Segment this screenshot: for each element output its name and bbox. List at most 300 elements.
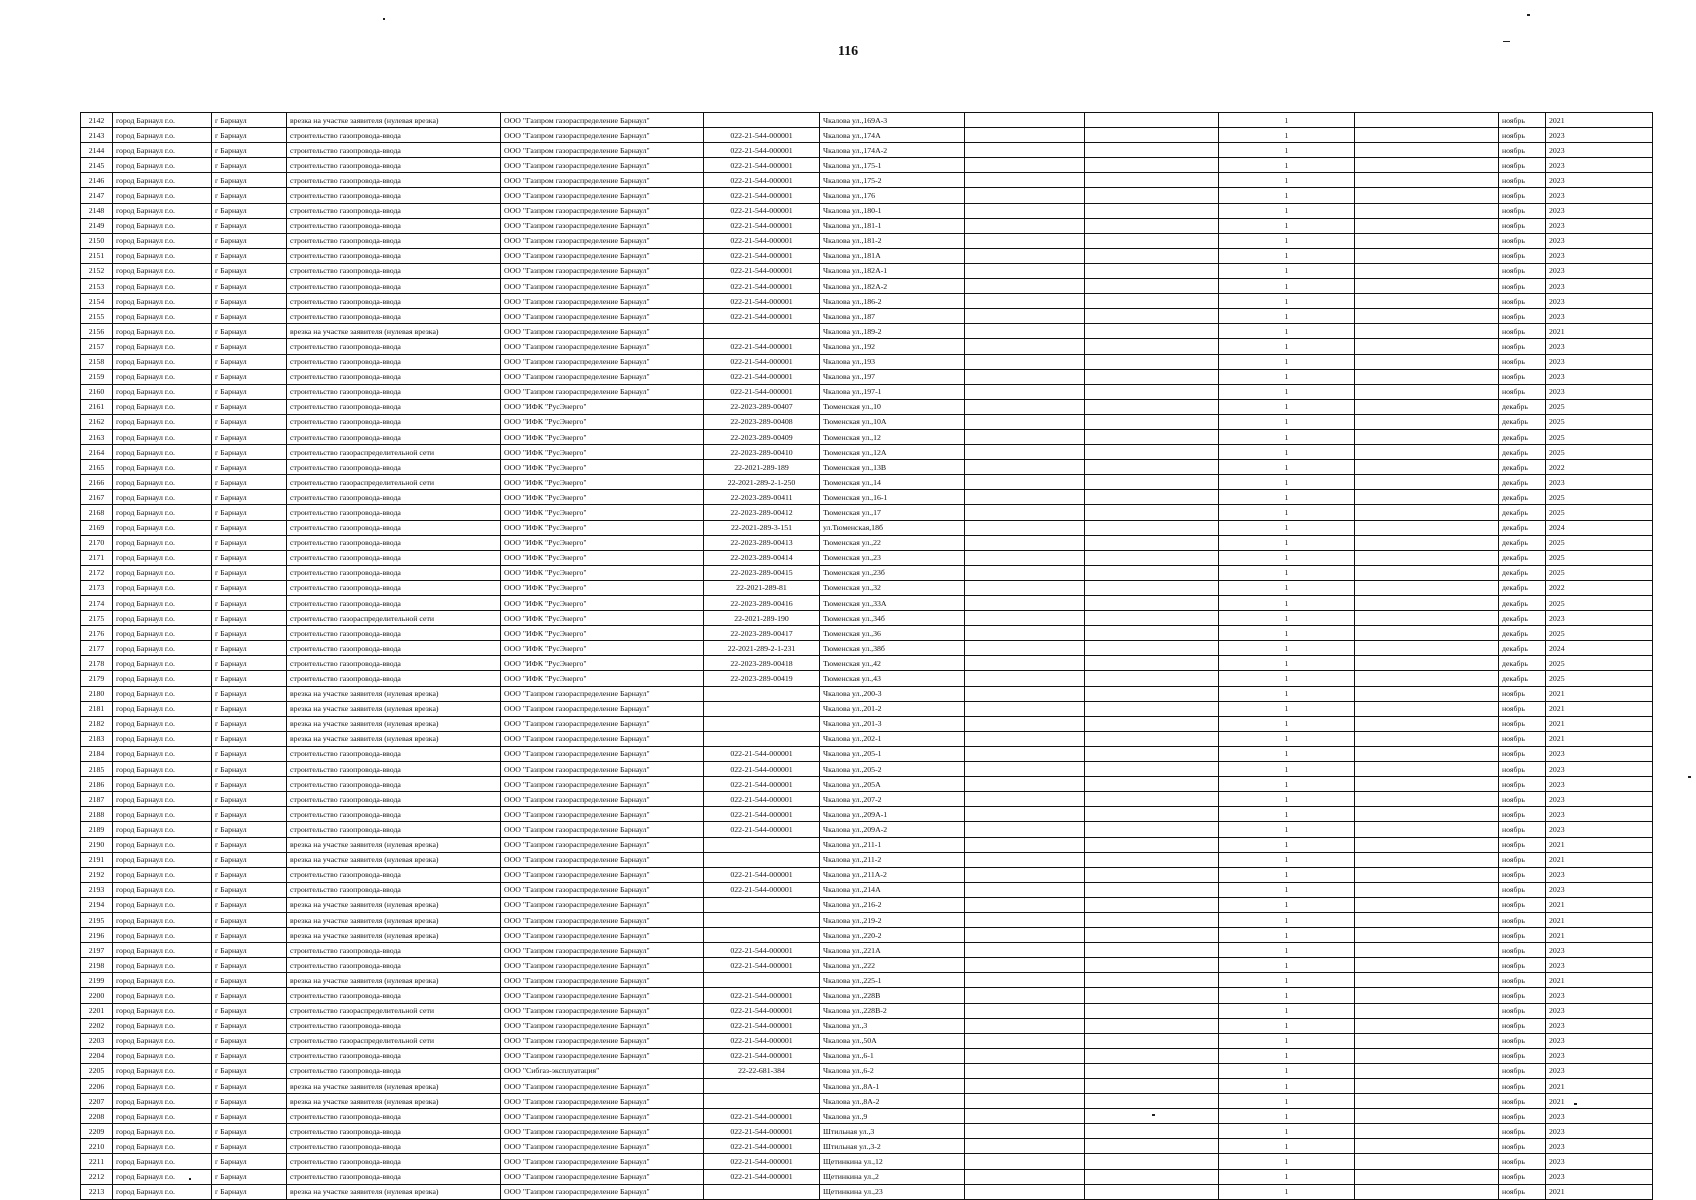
cell-municipality: город Барнаул г.о. [113,263,212,278]
cell-quantity: 1 [1219,233,1355,248]
cell-work-type: строительство газопровода-ввода [287,943,501,958]
cell-address: Тюменская ул.,34б [820,611,965,626]
cell-blank-col-1 [965,203,1085,218]
cell-month: ноябрь [1499,113,1546,128]
cell-month: ноябрь [1499,1139,1546,1154]
cell-row-number: 2168 [81,505,113,520]
cell-year: 2021 [1546,731,1653,746]
cell-project-number: 022-21-544-000001 [704,1154,820,1169]
table-row [81,882,1653,897]
cell-settlement: г Барнаул [212,1048,287,1063]
cell-municipality: город Барнаул г.о. [113,973,212,988]
cell-quantity: 1 [1219,354,1355,369]
cell-year: 2023 [1546,218,1653,233]
cell-work-type: строительство газопровода-ввода [287,384,501,399]
cell-month: ноябрь [1499,203,1546,218]
cell-work-type: строительство газопровода-ввода [287,203,501,218]
cell-blank-col-3 [1355,460,1499,475]
cell-year: 2021 [1546,837,1653,852]
cell-municipality: город Барнаул г.о. [113,369,212,384]
cell-year: 2023 [1546,1003,1653,1018]
cell-quantity: 1 [1219,1109,1355,1124]
cell-row-number: 2159 [81,369,113,384]
cell-row-number: 2162 [81,414,113,429]
cell-address: ул.Тюменская,18б [820,520,965,535]
cell-blank-col-2 [1085,822,1219,837]
cell-project-number: 022-21-544-000001 [704,384,820,399]
cell-municipality: город Барнаул г.о. [113,882,212,897]
cell-month: ноябрь [1499,1109,1546,1124]
table-row [81,641,1653,656]
cell-blank-col-2 [1085,988,1219,1003]
cell-project-number [704,716,820,731]
cell-quantity: 1 [1219,1169,1355,1184]
cell-address: Тюменская ул.,13В [820,460,965,475]
cell-year: 2025 [1546,671,1653,686]
cell-quantity: 1 [1219,988,1355,1003]
cell-project-number: 022-21-544-000001 [704,263,820,278]
cell-work-type: врезка на участке заявителя (нулевая врезка) [287,716,501,731]
cell-organization: ООО "ИФК "РусЭнерго" [501,414,704,429]
cell-quantity: 1 [1219,1094,1355,1109]
cell-blank-col-1 [965,218,1085,233]
cell-settlement: г Барнаул [212,716,287,731]
cell-blank-col-3 [1355,263,1499,278]
cell-work-type: строительство газопровода-ввода [287,656,501,671]
cell-quantity: 1 [1219,822,1355,837]
cell-quantity: 1 [1219,1048,1355,1063]
cell-organization: ООО "ИФК "РусЭнерго" [501,565,704,580]
cell-row-number: 2150 [81,233,113,248]
table-row [81,1063,1653,1078]
cell-project-number: 022-21-544-000001 [704,1124,820,1139]
cell-address: Чкалова ул.,182А-2 [820,279,965,294]
cell-blank-col-2 [1085,1018,1219,1033]
cell-project-number [704,1079,820,1094]
cell-blank-col-1 [965,852,1085,867]
cell-municipality: город Барнаул г.о. [113,912,212,927]
cell-year: 2021 [1546,1079,1653,1094]
cell-organization: ООО "Газпром газораспределение Барнаул" [501,203,704,218]
cell-work-type: строительство газопровода-ввода [287,641,501,656]
cell-blank-col-3 [1355,746,1499,761]
cell-blank-col-2 [1085,943,1219,958]
table-row [81,429,1653,444]
cell-organization: ООО "ИФК "РусЭнерго" [501,550,704,565]
cell-year: 2021 [1546,973,1653,988]
cell-blank-col-3 [1355,731,1499,746]
cell-quantity: 1 [1219,580,1355,595]
cell-year: 2023 [1546,233,1653,248]
cell-month: ноябрь [1499,837,1546,852]
scan-speck [189,1178,191,1180]
cell-year: 2025 [1546,550,1653,565]
table-row [81,822,1653,837]
cell-blank-col-2 [1085,188,1219,203]
cell-settlement: г Барнаул [212,943,287,958]
cell-work-type: строительство газораспределительной сети [287,611,501,626]
cell-address: Чкалова ул.,205-2 [820,762,965,777]
cell-blank-col-3 [1355,414,1499,429]
cell-organization: ООО "Газпром газораспределение Барнаул" [501,1139,704,1154]
cell-quantity: 1 [1219,1003,1355,1018]
cell-organization: ООО "ИФК "РусЭнерго" [501,671,704,686]
cell-blank-col-2 [1085,1109,1219,1124]
cell-blank-col-1 [965,1094,1085,1109]
table-row [81,777,1653,792]
cell-organization: ООО "Газпром газораспределение Барнаул" [501,354,704,369]
cell-blank-col-2 [1085,1063,1219,1078]
cell-work-type: строительство газопровода-ввода [287,399,501,414]
cell-organization: ООО "Газпром газораспределение Барнаул" [501,852,704,867]
cell-organization: ООО "Газпром газораспределение Барнаул" [501,701,704,716]
cell-quantity: 1 [1219,792,1355,807]
cell-project-number: 022-21-544-000001 [704,958,820,973]
cell-address: Чкалова ул.,176 [820,188,965,203]
cell-address: Чкалова ул.,211-2 [820,852,965,867]
cell-work-type: строительство газопровода-ввода [287,596,501,611]
cell-row-number: 2208 [81,1109,113,1124]
cell-organization: ООО "ИФК "РусЭнерго" [501,626,704,641]
cell-project-number: 022-21-544-000001 [704,1139,820,1154]
cell-settlement: г Барнаул [212,686,287,701]
cell-blank-col-2 [1085,973,1219,988]
cell-month: декабрь [1499,565,1546,580]
cell-organization: ООО "ИФК "РусЭнерго" [501,520,704,535]
cell-organization: ООО "Газпром газораспределение Барнаул" [501,233,704,248]
cell-month: ноябрь [1499,143,1546,158]
cell-row-number: 2149 [81,218,113,233]
cell-blank-col-1 [965,158,1085,173]
cell-address: Чкалова ул.,8А-1 [820,1079,965,1094]
scan-speck [1503,41,1510,42]
cell-row-number: 2180 [81,686,113,701]
cell-year: 2023 [1546,746,1653,761]
cell-blank-col-2 [1085,505,1219,520]
cell-work-type: строительство газопровода-ввода [287,535,501,550]
cell-settlement: г Барнаул [212,399,287,414]
cell-settlement: г Барнаул [212,973,287,988]
table-row [81,958,1653,973]
cell-municipality: город Барнаул г.о. [113,414,212,429]
table-row [81,339,1653,354]
table-row [81,973,1653,988]
cell-row-number: 2155 [81,309,113,324]
cell-project-number: 022-21-544-000001 [704,233,820,248]
cell-blank-col-2 [1085,218,1219,233]
cell-blank-col-2 [1085,837,1219,852]
cell-month: ноябрь [1499,867,1546,882]
cell-year: 2025 [1546,626,1653,641]
cell-organization: ООО "Газпром газораспределение Барнаул" [501,912,704,927]
cell-settlement: г Барнаул [212,565,287,580]
cell-year: 2023 [1546,248,1653,263]
cell-settlement: г Барнаул [212,1109,287,1124]
cell-year: 2023 [1546,369,1653,384]
cell-address: Чкалова ул.,197 [820,369,965,384]
cell-municipality: город Барнаул г.о. [113,1018,212,1033]
cell-quantity: 1 [1219,414,1355,429]
cell-organization: ООО "ИФК "РусЭнерго" [501,429,704,444]
cell-project-number: 22-2023-289-00418 [704,656,820,671]
cell-blank-col-2 [1085,1124,1219,1139]
cell-project-number: 22-2023-289-00416 [704,596,820,611]
cell-municipality: город Барнаул г.о. [113,822,212,837]
cell-blank-col-1 [965,565,1085,580]
cell-address: Чкалова ул.,193 [820,354,965,369]
cell-month: ноябрь [1499,369,1546,384]
cell-work-type: строительство газопровода-ввода [287,746,501,761]
cell-municipality: город Барнаул г.о. [113,113,212,128]
cell-settlement: г Барнаул [212,1124,287,1139]
cell-blank-col-3 [1355,1048,1499,1063]
cell-blank-col-1 [965,520,1085,535]
cell-year: 2021 [1546,912,1653,927]
cell-blank-col-2 [1085,309,1219,324]
cell-quantity: 1 [1219,912,1355,927]
cell-settlement: г Барнаул [212,414,287,429]
cell-project-number: 022-21-544-000001 [704,1169,820,1184]
cell-municipality: город Барнаул г.о. [113,626,212,641]
cell-quantity: 1 [1219,1139,1355,1154]
cell-settlement: г Барнаул [212,354,287,369]
cell-row-number: 2211 [81,1154,113,1169]
cell-year: 2023 [1546,263,1653,278]
cell-row-number: 2143 [81,128,113,143]
cell-project-number [704,324,820,339]
cell-work-type: строительство газопровода-ввода [287,777,501,792]
cell-month: декабрь [1499,641,1546,656]
cell-settlement: г Барнаул [212,611,287,626]
cell-month: ноябрь [1499,928,1546,943]
cell-month: ноябрь [1499,1033,1546,1048]
cell-project-number: 022-21-544-000001 [704,143,820,158]
cell-project-number: 022-21-544-000001 [704,1018,820,1033]
cell-settlement: г Барнаул [212,429,287,444]
cell-blank-col-1 [965,248,1085,263]
cell-year: 2025 [1546,445,1653,460]
cell-blank-col-2 [1085,596,1219,611]
cell-organization: ООО "Газпром газораспределение Барнаул" [501,807,704,822]
cell-year: 2023 [1546,867,1653,882]
table-row [81,475,1653,490]
cell-year: 2023 [1546,294,1653,309]
cell-project-number: 022-21-544-000001 [704,807,820,822]
cell-blank-col-1 [965,399,1085,414]
cell-month: ноябрь [1499,1154,1546,1169]
cell-row-number: 2144 [81,143,113,158]
table-row [81,113,1653,128]
cell-row-number: 2209 [81,1124,113,1139]
cell-blank-col-1 [965,505,1085,520]
cell-quantity: 1 [1219,897,1355,912]
cell-address: Щетинкина ул.,2 [820,1169,965,1184]
cell-organization: ООО "Газпром газораспределение Барнаул" [501,1094,704,1109]
cell-month: ноябрь [1499,1079,1546,1094]
cell-quantity: 1 [1219,203,1355,218]
table-row [81,852,1653,867]
cell-row-number: 2210 [81,1139,113,1154]
cell-row-number: 2142 [81,113,113,128]
cell-settlement: г Барнаул [212,1154,287,1169]
table-row [81,897,1653,912]
cell-blank-col-2 [1085,1139,1219,1154]
cell-project-number: 22-2023-289-00417 [704,626,820,641]
cell-address: Тюменская ул.,16-1 [820,490,965,505]
cell-project-number: 022-21-544-000001 [704,248,820,263]
cell-blank-col-1 [965,912,1085,927]
cell-blank-col-2 [1085,475,1219,490]
cell-address: Чкалова ул.,211А-2 [820,867,965,882]
cell-project-number: 022-21-544-000001 [704,1048,820,1063]
cell-address: Чкалова ул.,3 [820,1018,965,1033]
cell-blank-col-2 [1085,1079,1219,1094]
cell-project-number: 022-21-544-000001 [704,173,820,188]
cell-municipality: город Барнаул г.о. [113,988,212,1003]
cell-blank-col-3 [1355,399,1499,414]
cell-blank-col-2 [1085,897,1219,912]
cell-work-type: врезка на участке заявителя (нулевая врезка) [287,973,501,988]
cell-blank-col-1 [965,429,1085,444]
cell-quantity: 1 [1219,505,1355,520]
cell-blank-col-1 [965,867,1085,882]
cell-blank-col-1 [965,113,1085,128]
cell-quantity: 1 [1219,958,1355,973]
cell-settlement: г Барнаул [212,626,287,641]
cell-settlement: г Барнаул [212,928,287,943]
cell-organization: ООО "Газпром газораспределение Барнаул" [501,716,704,731]
cell-project-number [704,1094,820,1109]
cell-municipality: город Барнаул г.о. [113,324,212,339]
cell-blank-col-2 [1085,762,1219,777]
cell-row-number: 2189 [81,822,113,837]
cell-municipality: город Барнаул г.о. [113,1033,212,1048]
cell-municipality: город Барнаул г.о. [113,852,212,867]
cell-organization: ООО "Газпром газораспределение Барнаул" [501,958,704,973]
cell-quantity: 1 [1219,807,1355,822]
cell-municipality: город Барнаул г.о. [113,384,212,399]
cell-quantity: 1 [1219,611,1355,626]
cell-address: Чкалова ул.,175-2 [820,173,965,188]
table-row [81,1154,1653,1169]
cell-municipality: город Барнаул г.о. [113,1139,212,1154]
table-row [81,671,1653,686]
cell-address: Чкалова ул.,174А-2 [820,143,965,158]
cell-settlement: г Барнаул [212,263,287,278]
cell-year: 2023 [1546,309,1653,324]
cell-blank-col-1 [965,128,1085,143]
cell-work-type: строительство газопровода-ввода [287,671,501,686]
cell-row-number: 2188 [81,807,113,822]
cell-organization: ООО "Газпром газораспределение Барнаул" [501,928,704,943]
cell-municipality: город Барнаул г.о. [113,550,212,565]
cell-municipality: город Барнаул г.о. [113,218,212,233]
cell-settlement: г Барнаул [212,1139,287,1154]
cell-organization: ООО "Газпром газораспределение Барнаул" [501,263,704,278]
cell-municipality: город Барнаул г.о. [113,188,212,203]
cell-row-number: 2172 [81,565,113,580]
cell-organization: ООО "Сибгаз-эксплуатация" [501,1063,704,1078]
cell-row-number: 2185 [81,762,113,777]
cell-row-number: 2204 [81,1048,113,1063]
cell-project-number: 022-21-544-000001 [704,294,820,309]
cell-blank-col-3 [1355,158,1499,173]
cell-address: Тюменская ул.,10 [820,399,965,414]
cell-project-number: 22-2023-289-00411 [704,490,820,505]
cell-row-number: 2156 [81,324,113,339]
cell-blank-col-2 [1085,671,1219,686]
cell-organization: ООО "ИФК "РусЭнерго" [501,641,704,656]
cell-settlement: г Барнаул [212,445,287,460]
cell-address: Чкалова ул.,216-2 [820,897,965,912]
table-row [81,354,1653,369]
cell-address: Чкалова ул.,187 [820,309,965,324]
cell-organization: ООО "Газпром газораспределение Барнаул" [501,777,704,792]
cell-address: Чкалова ул.,228В [820,988,965,1003]
cell-month: ноябрь [1499,686,1546,701]
cell-blank-col-2 [1085,173,1219,188]
cell-year: 2025 [1546,414,1653,429]
cell-row-number: 2178 [81,656,113,671]
cell-municipality: город Барнаул г.о. [113,1048,212,1063]
cell-year: 2023 [1546,173,1653,188]
cell-blank-col-3 [1355,309,1499,324]
cell-project-number: 022-21-544-000001 [704,822,820,837]
cell-blank-col-1 [965,777,1085,792]
cell-blank-col-1 [965,837,1085,852]
cell-settlement: г Барнаул [212,475,287,490]
cell-blank-col-2 [1085,641,1219,656]
cell-work-type: строительство газопровода-ввода [287,626,501,641]
cell-blank-col-2 [1085,490,1219,505]
cell-month: декабрь [1499,596,1546,611]
cell-row-number: 2171 [81,550,113,565]
table-row [81,369,1653,384]
cell-municipality: город Барнаул г.о. [113,1124,212,1139]
cell-blank-col-1 [965,641,1085,656]
cell-organization: ООО "ИФК "РусЭнерго" [501,475,704,490]
cell-work-type: строительство газопровода-ввода [287,792,501,807]
cell-blank-col-2 [1085,339,1219,354]
cell-row-number: 2163 [81,429,113,444]
cell-municipality: город Барнаул г.о. [113,596,212,611]
cell-settlement: г Барнаул [212,580,287,595]
cell-quantity: 1 [1219,113,1355,128]
cell-blank-col-1 [965,233,1085,248]
cell-year: 2022 [1546,580,1653,595]
cell-organization: ООО "Газпром газораспределение Барнаул" [501,113,704,128]
cell-quantity: 1 [1219,324,1355,339]
cell-address: Тюменская ул.,38б [820,641,965,656]
cell-work-type: строительство газопровода-ввода [287,294,501,309]
table-row [81,550,1653,565]
cell-year: 2025 [1546,596,1653,611]
table-row [81,248,1653,263]
cell-blank-col-1 [965,339,1085,354]
cell-address: Тюменская ул.,23 [820,550,965,565]
cell-month: декабрь [1499,656,1546,671]
cell-blank-col-2 [1085,279,1219,294]
cell-year: 2023 [1546,807,1653,822]
cell-municipality: город Барнаул г.о. [113,158,212,173]
cell-blank-col-1 [965,188,1085,203]
cell-blank-col-1 [965,580,1085,595]
cell-blank-col-3 [1355,716,1499,731]
cell-year: 2023 [1546,475,1653,490]
cell-work-type: строительство газопровода-ввода [287,822,501,837]
table-row [81,203,1653,218]
cell-blank-col-1 [965,807,1085,822]
